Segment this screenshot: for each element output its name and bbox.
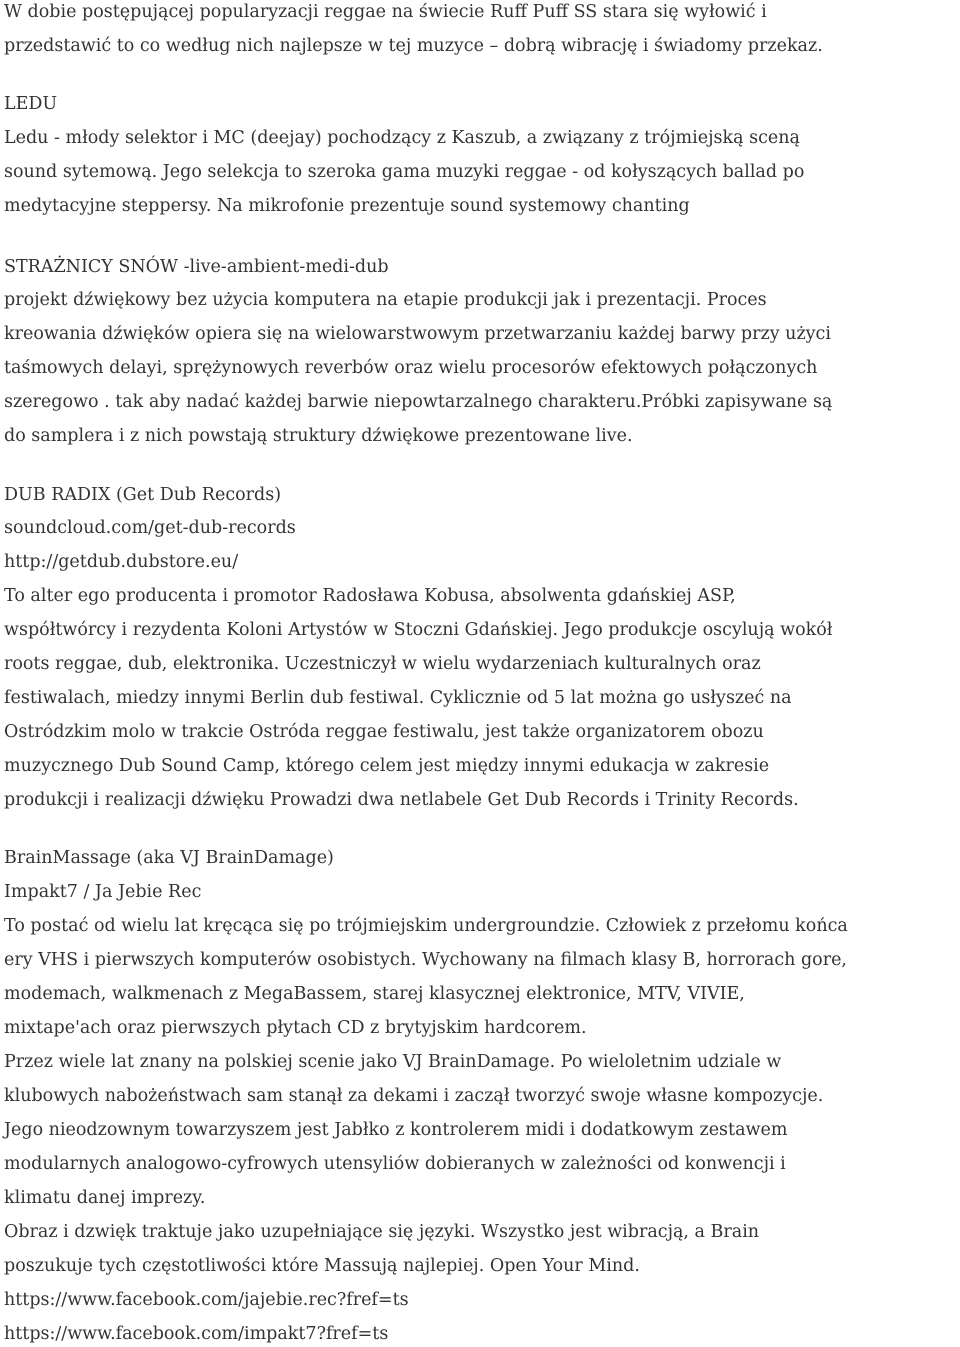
text-line: STRAŻNICY SNÓW -live-ambient-medi-dub <box>4 257 389 277</box>
text-line: W dobie postępującej popularyzacji reggae na świecie Ruff Puff SS stara się wyłowić i <box>4 2 767 22</box>
text-line: Jego nieodzownym towarzyszem jest Jabłko z kontrolerem midi i dodatkowym zestawem <box>4 1120 788 1140</box>
text-line: modularnych analogowo-cyfrowych utensyliów dobieranych w zależności od konwencji i <box>4 1154 786 1174</box>
text-line: kreowania dźwięków opiera się na wielowarstwowym przetwarzaniu każdej barwy przy użyci <box>4 324 831 344</box>
text-line: mixtape'ach oraz pierwszych płytach CD z brytyjskim hardcorem. <box>4 1018 587 1038</box>
text-line: Ostródzkim molo w trakcie Ostróda reggae festiwalu, jest także organizatorem obozu <box>4 722 764 742</box>
text-line: poszukuje tych częstotliwości które Massują najlepiej. Open Your Mind. <box>4 1256 640 1276</box>
text-line: medytacyjne steppersy. Na mikrofonie prezentuje sound systemowy chanting <box>4 196 690 216</box>
text-line: współtwórcy i rezydenta Koloni Artystów w Stoczni Gdańskiej. Jego produkcje oscylują wokół <box>4 620 833 640</box>
text-line: To alter ego producenta i promotor Radosława Kobusa, absolwenta gdańskiej ASP, <box>4 586 736 606</box>
text-line: https://www.facebook.com/impakt7?fref=ts <box>4 1324 389 1344</box>
text-line: Ledu - młody selektor i MC (deejay) pochodzący z Kaszub, a związany z trójmiejską sceną <box>4 128 800 148</box>
text-line: klubowych nabożeństwach sam stanął za dekami i zaczął tworzyć swoje własne kompozycje. <box>4 1086 824 1106</box>
text-line: DUB RADIX (Get Dub Records) <box>4 485 282 505</box>
text-line: Przez wiele lat znany na polskiej scenie jako VJ BrainDamage. Po wieloletnim udziale w <box>4 1052 782 1072</box>
text-line: Impakt7 / Ja Jebie Rec <box>4 882 202 902</box>
text-line: do samplera i z nich powstają struktury dźwiękowe prezentowane live. <box>4 426 633 446</box>
text-line: ery VHS i pierwszych komputerów osobistych. Wychowany na filmach klasy B, horrorach gore, <box>4 950 847 970</box>
text-line: http://getdub.dubstore.eu/ <box>4 552 239 572</box>
text-line: festiwalach, miedzy innymi Berlin dub festiwal. Cyklicznie od 5 lat można go usłyszeć na <box>4 688 792 708</box>
text-line: projekt dźwiękowy bez użycia komputera na etapie produkcji jak i prezentacji. Proces <box>4 290 767 310</box>
text-line: roots reggae, dub, elektronika. Uczestniczył w wielu wydarzeniach kulturalnych oraz <box>4 654 761 674</box>
text-line: https://www.facebook.com/jajebie.rec?fref=ts <box>4 1290 409 1310</box>
text-line: soundcloud.com/get-dub-records <box>4 518 296 538</box>
text-line: sound sytemową. Jego selekcja to szeroka gama muzyki reggae - od kołyszących ballad po <box>4 162 805 182</box>
text-line: taśmowych delayi, sprężynowych reverbów oraz wielu procesorów efektowych połączonych <box>4 358 818 378</box>
text-line: modemach, walkmenach z MegaBassem, starej klasycznej elektronice, MTV, VIVIE, <box>4 984 745 1004</box>
text-line: muzycznego Dub Sound Camp, którego celem jest między innymi edukacja w zakresie <box>4 756 770 776</box>
text-line: klimatu danej imprezy. <box>4 1188 206 1208</box>
text-line: szeregowo . tak aby nadać każdej barwie niepowtarzalnego charakteru.Próbki zapisywane są <box>4 392 833 412</box>
text-line: przedstawić to co według nich najlepsze w tej muzyce – dobrą wibrację i świadomy przekaz. <box>4 36 823 56</box>
text-line: Obraz i dzwięk traktuje jako uzupełniające się języki. Wszystko jest wibracją, a Brain <box>4 1222 760 1242</box>
text-line: To postać od wielu lat kręcąca się po trójmiejskim undergroundzie. Człowiek z przełomu końca <box>4 916 848 936</box>
text-line: BrainMassage (aka VJ BrainDamage) <box>4 848 334 868</box>
text-line: produkcji i realizacji dźwięku Prowadzi dwa netlabele Get Dub Records i Trinity Records. <box>4 790 799 810</box>
text-line: LEDU <box>4 94 58 114</box>
